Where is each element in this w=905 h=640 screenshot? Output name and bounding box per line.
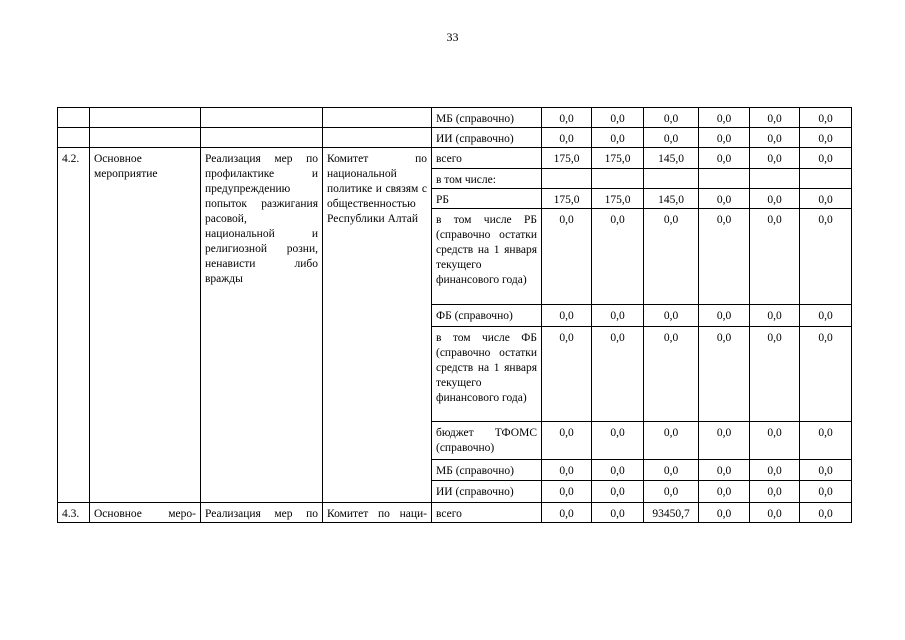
value-cell: 0,0 xyxy=(699,189,750,209)
value-cell: 0,0 xyxy=(750,148,800,169)
funding-source-cell: всего xyxy=(432,503,542,523)
executor-cell xyxy=(323,148,432,503)
value-cell: 0,0 xyxy=(542,460,592,481)
value-cell: 0,0 xyxy=(800,422,852,460)
table-row xyxy=(58,503,852,523)
value-cell: 0,0 xyxy=(644,108,699,128)
value-cell: 0,0 xyxy=(592,481,644,503)
funding-source-text: в том числе РБ (справочно остатки средств на 1 января текущего финансового года) xyxy=(436,214,537,286)
value-cell: 0,0 xyxy=(699,503,750,523)
funding-source-cell: ИИ (справочно) xyxy=(432,481,542,503)
value-cell xyxy=(699,169,750,189)
value-cell xyxy=(750,169,800,189)
value-cell: 0,0 xyxy=(750,189,800,209)
value-cell: 0,0 xyxy=(750,481,800,503)
row-number-cell xyxy=(58,128,90,148)
value-cell: 0,0 xyxy=(699,108,750,128)
funding-source-text: бюджет ТФОМС (справочно) xyxy=(436,427,537,454)
value-cell: 175,0 xyxy=(542,148,592,169)
value-cell: 0,0 xyxy=(750,128,800,148)
funding-source-cell: ИИ (справочно) xyxy=(432,128,542,148)
value-cell: 0,0 xyxy=(800,305,852,327)
funding-source-cell: РБ xyxy=(432,189,542,209)
value-cell: 0,0 xyxy=(542,128,592,148)
value-cell: 0,0 xyxy=(644,209,699,305)
funding-source-cell xyxy=(432,327,542,422)
value-cell: 0,0 xyxy=(592,209,644,305)
table-row xyxy=(58,128,852,148)
table-row xyxy=(58,148,852,169)
value-cell: 0,0 xyxy=(644,305,699,327)
row-number-cell: 4.2. xyxy=(58,148,90,503)
value-cell: 0,0 xyxy=(592,460,644,481)
event-name-cell xyxy=(90,108,201,128)
value-cell: 0,0 xyxy=(800,108,852,128)
executor-text: Комитет по национальной политике и связям с общественностью Республики Алтай xyxy=(327,153,427,225)
page-number: 33 xyxy=(446,30,459,44)
value-cell: 0,0 xyxy=(699,327,750,422)
value-cell: 0,0 xyxy=(699,128,750,148)
value-cell: 0,0 xyxy=(592,327,644,422)
value-cell: 0,0 xyxy=(800,189,852,209)
value-cell: 0,0 xyxy=(750,327,800,422)
value-cell: 0,0 xyxy=(800,148,852,169)
value-cell: 0,0 xyxy=(542,108,592,128)
value-cell: 0,0 xyxy=(750,503,800,523)
funding-source-cell: в том числе: xyxy=(432,169,542,189)
measure-cell xyxy=(201,108,323,128)
funding-source-cell: всего xyxy=(432,148,542,169)
measure-cell xyxy=(201,148,323,503)
value-cell xyxy=(800,169,852,189)
measure-cell: Реализация мер по xyxy=(201,503,323,523)
value-cell xyxy=(644,169,699,189)
value-cell: 0,0 xyxy=(644,460,699,481)
funding-source-text: в том числе ФБ (справочно остатки средств на 1 января текущего финансового года) xyxy=(436,332,537,404)
value-cell: 0,0 xyxy=(750,108,800,128)
value-cell: 0,0 xyxy=(592,503,644,523)
value-cell: 0,0 xyxy=(592,422,644,460)
funding-source-cell xyxy=(432,209,542,305)
table-row xyxy=(58,108,852,128)
value-cell: 175,0 xyxy=(592,189,644,209)
event-name-cell: Основное меро- xyxy=(90,503,201,523)
measure-cell xyxy=(201,128,323,148)
value-cell: 0,0 xyxy=(800,209,852,305)
funding-source-cell: МБ (справочно) xyxy=(432,460,542,481)
event-name-cell xyxy=(90,148,201,503)
value-cell: 0,0 xyxy=(699,481,750,503)
value-cell: 0,0 xyxy=(592,305,644,327)
row-number-cell xyxy=(58,108,90,128)
funding-source-cell xyxy=(432,422,542,460)
value-cell: 0,0 xyxy=(750,422,800,460)
value-cell: 0,0 xyxy=(750,460,800,481)
value-cell: 0,0 xyxy=(800,460,852,481)
value-cell: 0,0 xyxy=(644,481,699,503)
value-cell: 0,0 xyxy=(750,305,800,327)
value-cell: 175,0 xyxy=(592,148,644,169)
value-cell: 0,0 xyxy=(542,209,592,305)
value-cell: 0,0 xyxy=(542,481,592,503)
value-cell: 93450,7 xyxy=(644,503,699,523)
value-cell: 0,0 xyxy=(592,128,644,148)
funding-source-cell: МБ (справочно) xyxy=(432,108,542,128)
funding-source-cell: ФБ (справочно) xyxy=(432,305,542,327)
value-cell: 0,0 xyxy=(644,422,699,460)
event-name-cell xyxy=(90,128,201,148)
executor-cell xyxy=(323,108,432,128)
value-cell xyxy=(542,169,592,189)
value-cell: 0,0 xyxy=(699,148,750,169)
value-cell: 0,0 xyxy=(800,327,852,422)
value-cell: 0,0 xyxy=(699,209,750,305)
event-name-text: Основное мероприятие xyxy=(94,153,158,180)
value-cell: 0,0 xyxy=(644,327,699,422)
value-cell: 0,0 xyxy=(699,305,750,327)
value-cell xyxy=(592,169,644,189)
value-cell: 175,0 xyxy=(542,189,592,209)
value-cell: 0,0 xyxy=(592,108,644,128)
row-number-cell: 4.3. xyxy=(58,503,90,523)
value-cell: 0,0 xyxy=(699,422,750,460)
value-cell: 0,0 xyxy=(699,460,750,481)
value-cell: 0,0 xyxy=(542,327,592,422)
value-cell: 0,0 xyxy=(750,209,800,305)
value-cell: 0,0 xyxy=(542,422,592,460)
budget-table xyxy=(57,107,852,523)
executor-cell: Комитет по наци- xyxy=(323,503,432,523)
value-cell: 145,0 xyxy=(644,189,699,209)
executor-cell xyxy=(323,128,432,148)
measure-text: Реализация мер по профилактике и предупреждению попыток разжигания расовой, национальной и религиозной розни, ненависти либо вражды xyxy=(205,153,318,285)
value-cell: 0,0 xyxy=(644,128,699,148)
value-cell: 0,0 xyxy=(800,503,852,523)
value-cell: 0,0 xyxy=(800,481,852,503)
value-cell: 0,0 xyxy=(800,128,852,148)
value-cell: 0,0 xyxy=(542,503,592,523)
value-cell: 0,0 xyxy=(542,305,592,327)
value-cell: 145,0 xyxy=(644,148,699,169)
